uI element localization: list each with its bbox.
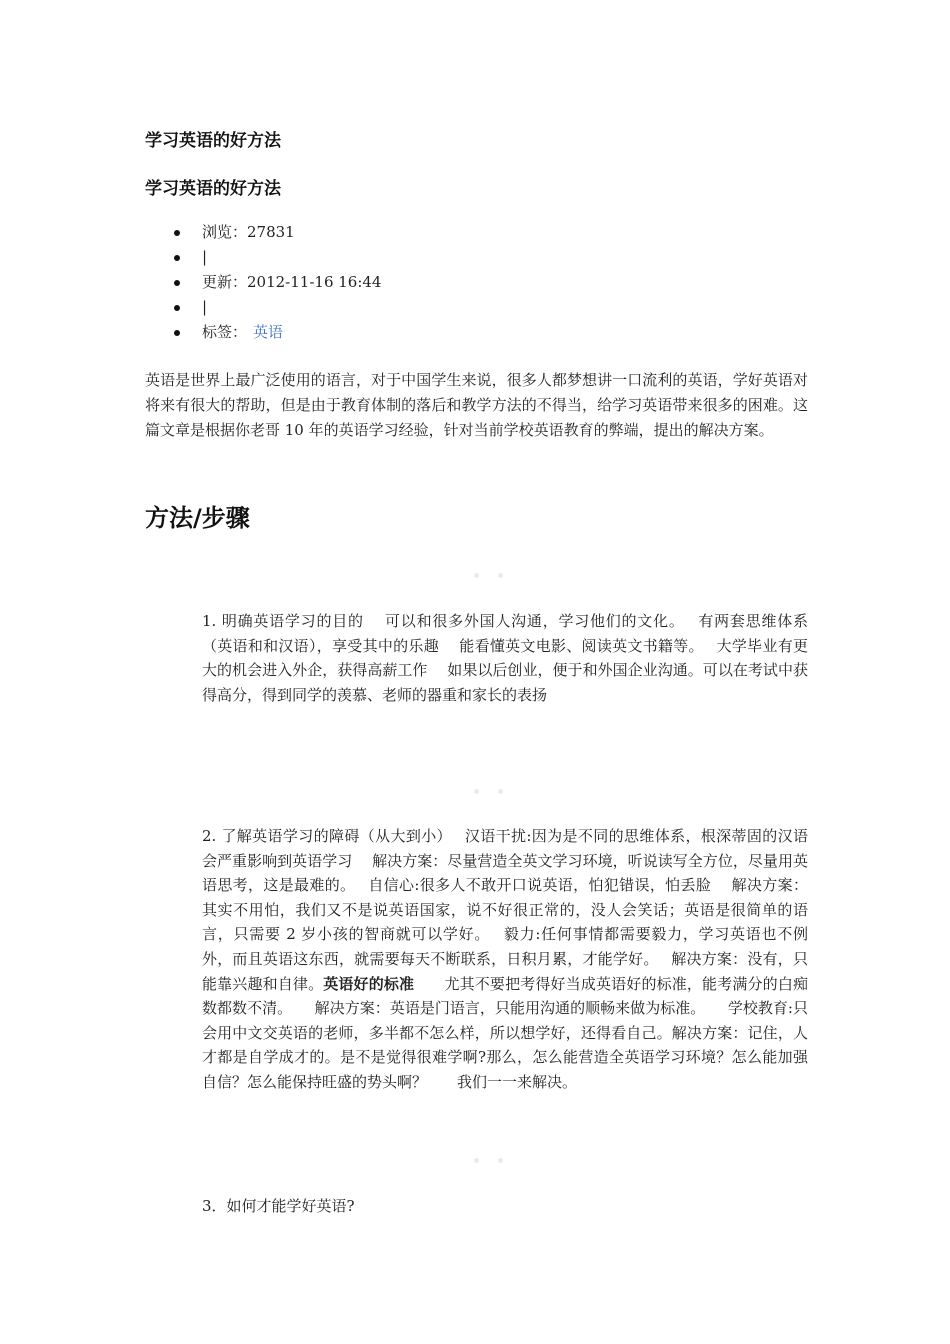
step-1: 1. 明确英语学习的目的 可以和很多外国人沟通，学习他们的文化。 有两套思维体系（英语和和汉语），享受其中的乐趣 能看懂英文电影、阅读英文书籍等。 大学毕业有更大的机会进入外企，获得高薪工作 如果以后创业，便于和外国企业沟通。可以在考试中获得高分，得到同学的羡慕、老师的器重和家长的表扬	[202, 612, 808, 704]
document-subtitle: 学习英语的好方法	[145, 179, 281, 199]
list-item	[145, 220, 381, 245]
list-item	[145, 270, 381, 295]
step-3: 3．如何才能学好英语?	[202, 1197, 355, 1215]
bullet-icon	[174, 330, 180, 336]
list-item	[145, 320, 381, 345]
step-2-text: 2. 了解英语学习的障碍（从大到小） 汉语干扰:因为是不同的思维体系，根深蒂固的汉语会严重影响到英语学习 解决方案：尽量营造全英文学习环境，听说读写全方位，尽量用英语思考，这是最难的。 自信心:很多人不敢开口说英语，怕犯错误，怕丢脸 解决方案：其实不用怕，我们又不是说英语国家，说不好很正常的，没人会笑话；英语是很简单的语言，只需要 2 岁小孩的智商就可以学好。 毅力:任何事情都需要毅力，学习英语也不例外，而且英语这东西，就需要每天不断联系，日积月累，才能学好。 解决方案：没有，只能靠兴趣和自律。	[202, 827, 808, 993]
document-title: 学习英语的好方法	[145, 131, 281, 151]
bullet-icon	[174, 280, 180, 286]
bullet-icon	[174, 255, 180, 261]
bullet-icon	[174, 230, 180, 236]
step-marker-icon	[468, 1155, 510, 1167]
step-2-bold-text: 英语好的标准	[323, 974, 415, 993]
section-heading: 方法/步骤	[145, 504, 250, 532]
list-item	[145, 245, 381, 270]
meta-list	[145, 220, 381, 345]
tags-label: 标签：	[202, 323, 248, 341]
tag-link[interactable]: 英语	[253, 323, 284, 341]
views-count: 浏览：27831	[202, 223, 295, 241]
separator: |	[202, 248, 208, 266]
update-time: 更新：2012-11-16 16:44	[202, 273, 382, 291]
separator: |	[202, 298, 208, 316]
step-marker-icon	[468, 786, 510, 798]
step-marker-icon	[468, 570, 510, 582]
bullet-icon	[174, 305, 180, 311]
list-item	[145, 295, 381, 320]
step-2-text-continued: 尤其不要把考得好当成英语好的标准，能考满分的白痴数都数不清。 解决方案：英语是门语言，只能用沟通的顺畅来做为标准。 学校教育:只会用中文交英语的老师，多半都不怎么样，所以想学好，还得看自己。解决方案：记住，人才都是自学成才的。是不是觉得很难学啊?那么，怎么能营造全英语学习环境？怎么能加强自信？怎么能保持旺盛的势头啊？ 我们一一来解决。	[202, 974, 808, 1091]
step-2	[202, 824, 808, 1095]
intro-paragraph: 英语是世界上最广泛使用的语言，对于中国学生来说，很多人都梦想讲一口流利的英语，学好英语对将来有很大的帮助，但是由于教育体制的落后和教学方法的不得当，给学习英语带来很多的困难。这篇文章是根据你老哥 10 年的英语学习经验，针对当前学校英语教育的弊端，提出的解决方案。	[145, 371, 808, 439]
